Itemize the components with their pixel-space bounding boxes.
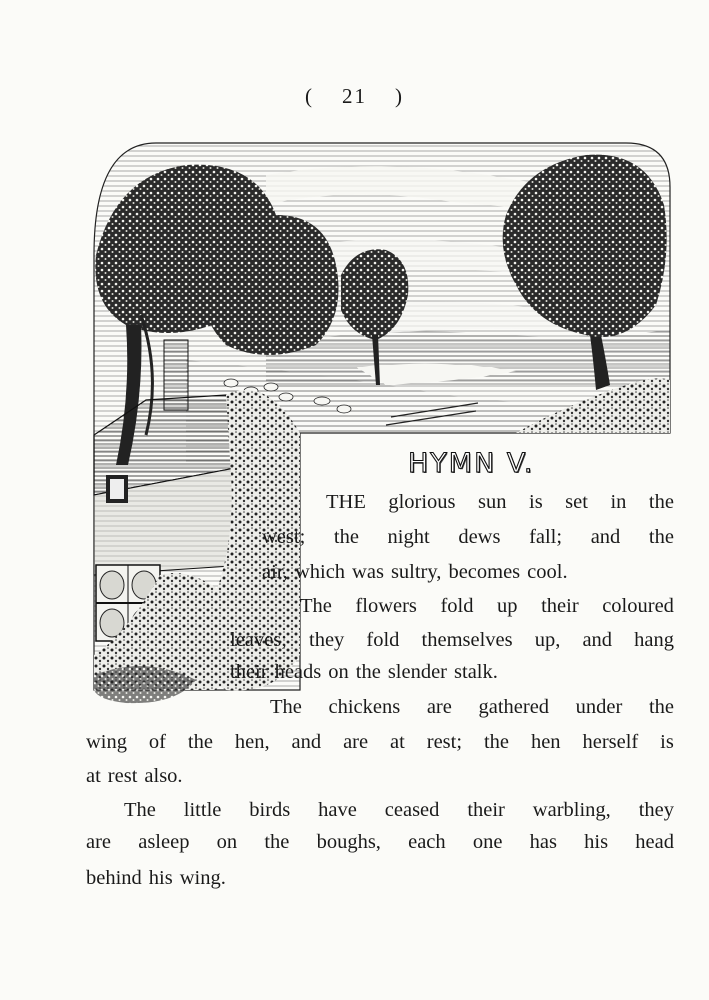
word: wing. xyxy=(179,867,226,889)
engraving-illustration xyxy=(86,135,672,710)
word: up, xyxy=(534,629,561,651)
word: on xyxy=(216,831,238,853)
word: the xyxy=(333,526,359,548)
word: dews xyxy=(458,526,501,548)
word: ceased xyxy=(384,799,440,821)
word: hen, xyxy=(234,731,270,753)
word: asleep xyxy=(138,831,190,853)
word: heads xyxy=(274,661,322,683)
word: up xyxy=(497,595,518,617)
word: fold xyxy=(440,595,474,617)
word: the xyxy=(648,696,674,718)
word: their xyxy=(541,595,579,617)
word: was xyxy=(352,561,384,583)
word: rest; xyxy=(426,731,463,753)
text-line xyxy=(230,660,674,684)
word: under xyxy=(575,696,623,718)
word: west; xyxy=(262,526,306,548)
word: The xyxy=(124,799,156,821)
word: glorious xyxy=(388,491,456,513)
word: which xyxy=(294,561,346,583)
word: slender xyxy=(387,661,448,683)
word: herself xyxy=(582,731,639,753)
word: is xyxy=(529,491,543,513)
word: set xyxy=(565,491,588,513)
close-paren: ) xyxy=(395,84,404,108)
word: the xyxy=(648,491,674,513)
text-line xyxy=(86,730,674,754)
word: chickens xyxy=(328,696,401,718)
text-line xyxy=(300,594,674,618)
word: The xyxy=(270,696,302,718)
text-line xyxy=(124,798,674,822)
word: the xyxy=(187,731,213,753)
word: in xyxy=(610,491,627,513)
text-line xyxy=(270,695,674,719)
word: fold xyxy=(366,629,400,651)
word: night xyxy=(387,526,430,548)
text-line xyxy=(86,866,674,890)
word: his xyxy=(148,867,173,889)
word: fall; xyxy=(529,526,563,548)
open-paren: ( xyxy=(305,84,314,108)
word: coloured xyxy=(602,595,674,617)
text-line xyxy=(262,560,674,584)
word: The xyxy=(300,595,332,617)
word: birds xyxy=(249,799,291,821)
word: hen xyxy=(530,731,561,753)
word: are xyxy=(426,696,452,718)
word: and xyxy=(590,526,621,548)
page-number-value: 21 xyxy=(342,84,367,108)
word: one xyxy=(472,831,503,853)
word: at xyxy=(390,731,405,753)
word: little xyxy=(183,799,222,821)
word: rest xyxy=(107,765,138,787)
word: their xyxy=(230,661,268,683)
word: they xyxy=(309,629,345,651)
text-line xyxy=(86,764,674,788)
word: warbling, xyxy=(532,799,611,821)
text-line xyxy=(326,490,674,514)
word: the xyxy=(648,526,674,548)
word: themselves xyxy=(421,629,513,651)
word: each xyxy=(408,831,446,853)
text-line xyxy=(86,830,674,854)
word: have xyxy=(318,799,357,821)
word: has xyxy=(529,831,557,853)
page-number xyxy=(0,84,709,109)
word: on xyxy=(328,661,349,683)
word: boughs, xyxy=(316,831,381,853)
word: they xyxy=(638,799,674,821)
word: at xyxy=(86,765,101,787)
word: is xyxy=(660,731,674,753)
word: cool. xyxy=(527,561,568,583)
word: THE xyxy=(326,491,366,513)
word: leaves; xyxy=(230,629,287,651)
word: hang xyxy=(634,629,674,651)
word: of xyxy=(148,731,166,753)
word: the xyxy=(264,831,290,853)
text-line xyxy=(262,525,674,549)
word: the xyxy=(483,731,510,753)
word: are xyxy=(343,731,369,753)
word: gathered xyxy=(478,696,550,718)
word: are xyxy=(86,831,112,853)
word: sultry, xyxy=(390,561,442,583)
word: the xyxy=(355,661,381,683)
word: and xyxy=(291,731,322,753)
word: becomes xyxy=(448,561,521,583)
word: their xyxy=(467,799,505,821)
word: also. xyxy=(144,765,183,787)
word: stalk. xyxy=(454,661,498,683)
word: air, xyxy=(262,561,288,583)
word: and xyxy=(582,629,613,651)
word: head xyxy=(635,831,674,853)
word: flowers xyxy=(355,595,417,617)
word: behind xyxy=(86,867,142,889)
word: wing xyxy=(86,731,127,753)
text-line xyxy=(230,628,674,652)
word: his xyxy=(584,831,609,853)
word: sun xyxy=(478,491,507,513)
hymn-title: HYMN V. xyxy=(408,448,535,479)
